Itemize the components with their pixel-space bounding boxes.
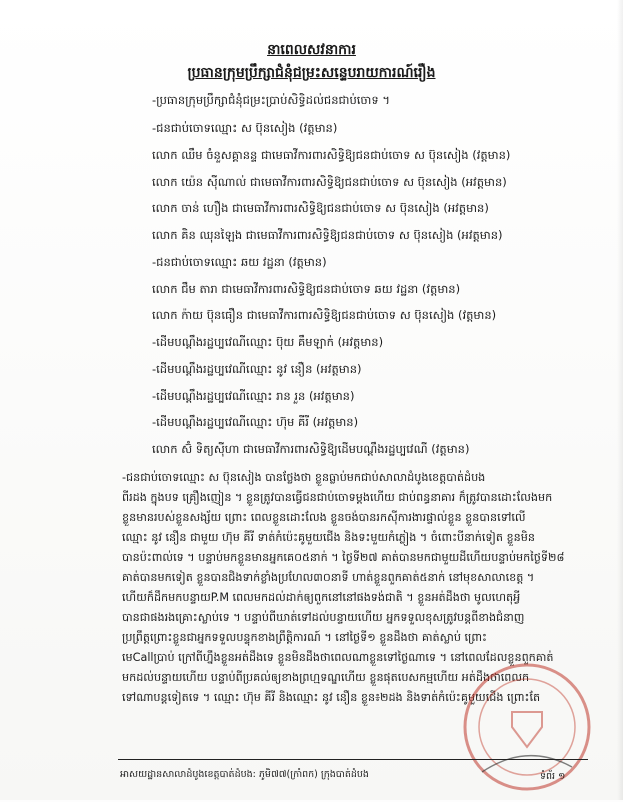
list-item: លោក ក៉ាយ ប៊ុនធឿន ជាមេធាវីការពារសិទ្ធិឱ្យជនជាប់ចោទ ស ប៊ុនសៀង (វត្តមាន) bbox=[152, 308, 497, 322]
statement-line: ទៅណាបន្តទៀតទេ ។ ឈ្មោះ ហ៊ុម គីរី និងឈ្មោះ នូវ នឿន ខ្លួន៖២ដង និងទាត់កំប៉េះគូមួយជើង ព្រោះតែ bbox=[122, 691, 541, 704]
list-item: -ដើមបណ្ដឹងរដ្ឋប្បវេណីឈ្មោះ នូវ នឿន (អវត្តមាន) bbox=[152, 362, 362, 376]
list-item: -ជនជាប់ចោទឈ្មោះ ឆយ វដ្ឋនា (វត្តមាន) bbox=[152, 255, 327, 269]
list-item: លោក ចាន់ ហឿង ជាមេធាវីការពារសិទ្ធិឱ្យជនជាប់ចោទ ស ប៊ុនសៀង (អវត្តមាន) bbox=[152, 201, 489, 215]
list-item: -ដើមបណ្ដឹងរដ្ឋប្បវេណីឈ្មោះ រាន រួន (អវត្តមាន) bbox=[152, 389, 355, 403]
seal-emblem bbox=[512, 712, 542, 747]
seal-inner-ring bbox=[479, 679, 575, 775]
list-item: លោក ឈឹម ចំនួសគ្គានន្ទ ជាមេធាវីការពារសិទ្ធិឱ្យជនជាប់ចោទ ស ប៊ុនសៀង (វត្តមាន) bbox=[152, 148, 511, 162]
footer-address: អាសយដ្ឋានសាលាដំបូងខេត្តបាត់ដំបង: ភូមិ៧៧(ក្រាំពក) ក្រុងបាត់ដំបង bbox=[120, 769, 369, 780]
list-item: លោក ស៊ំ ទិត្យស៊ីហា ជាមេធាវីការពារសិទ្ធិឱ្យដើមបណ្ដឹងរដ្ឋប្បវេណី (វត្តមាន) bbox=[152, 442, 470, 456]
document-subtitle: ប្រធានក្រុមប្រឹក្សាជំនុំជម្រះសន្ទេបរាយការណ៍រឿង bbox=[187, 65, 436, 81]
list-item: -ដើមបណ្ដឹងរដ្ឋប្បវេណីឈ្មោះ ហ៊ុម គីរី (អវត្តមាន) bbox=[152, 415, 359, 429]
statement-line: ប្រព្រឹត្តព្រោះខ្លួនជាអ្នកទទួលបន្ទុកខាងព្រឹត្តិការណ៍ ។ នៅថ្ងៃទី១ ខ្លួនដឹងថា គាត់ស្លាប់ ព្រោះ bbox=[122, 631, 487, 644]
document-title: នាពេលសវនាការ bbox=[267, 42, 356, 58]
statement-line: -ជនជាប់ចោទឈ្មោះ ស ប៊ុនសៀង បានថ្លែងថា ខ្លួនធ្លាប់មកជាប់សាលាដំបូងខេត្តបាត់ដំបង bbox=[122, 471, 486, 484]
list-item: -ជនជាប់ចោទឈ្មោះ ស ប៊ុនសៀង (វត្តមាន) bbox=[152, 121, 338, 135]
statement-line: មេCallប្រាប់ ក្រៅពីហ្នឹងខ្លួនអត់ដឹងទេ ខ្លួនមិនដឹងថាពេលណាខ្លួនទៅថ្ងៃណាទេ ។ នៅពេលដែលខ្លួនពួកគាត់ bbox=[122, 651, 554, 664]
statement-line: គាត់បានមកទៀត ខ្លួនបានជិងទាក់ខ្លាំងប្រហែល៣០នាទី ហាត់ខ្លួនពួកគាត់៥នាក់ នៅមុខសាលាខេត្ត ។ bbox=[122, 571, 535, 584]
statement-line: បានប៉ះពាល់ទេ ។ បន្ទាប់មកខ្លួនមានអ្នកគេ០៥នាក់ ។ ថ្ងៃទី២៧ គាត់បានមកជាមួយដីហើយបន្ទាប់មកថ្ងៃទី២៨ bbox=[122, 551, 565, 564]
list-item: -ដើមបណ្ដឹងរដ្ឋប្បវេណីឈ្មោះ ប៊ុយ គឹមឡាក់ (អវត្តមាន) bbox=[152, 335, 384, 349]
footer-divider bbox=[118, 759, 588, 760]
statement-line: មកដល់បន្ទាយហើយ បន្ទាប់ពីប្រគល់ឲ្យខាងព្រហ្មទណ្ឌហើយ ខ្លួនផុតបេសកម្មហើយ អត់ដឹងថាពេលក bbox=[122, 671, 530, 684]
statement-line: ខ្លួនមានរបស់ខ្លួនសង្ស័យ ព្រោះ ពេលខ្លួនដោះលែង ខ្លួនចង់បានរកស៊ីការងារផ្ទាល់ខ្លួន ខ្លួនបានទៅលើ bbox=[122, 511, 526, 524]
statement-line: ឈ្មោះ នូវ នឿន ជាមួយ ហ៊ុម គីរី ទាត់កំប៉េះគូមួយជើង និងទះមួយកំភ្លៀង ។ ចំពោះបីនាក់ទៀត ខ្លួនមិន bbox=[122, 531, 535, 544]
page-number: ទំព័រ ១ bbox=[540, 771, 566, 782]
statement-line: បានជាផងរងគ្រោះស្លាប់ទេ ។ បន្ទាប់ពីឃាត់ទៅដល់បន្ទាយហើយ អ្នកទទួលខុសត្រូវបន្តពីខាងជំនាញ bbox=[122, 611, 525, 624]
official-seal-stamp bbox=[452, 652, 602, 802]
page-shadow bbox=[617, 0, 623, 800]
list-item: លោក គិន ឈុនឡៃង ជាមេធាវីការពារសិទ្ធិឱ្យជនជាប់ចោទ ស ប៊ុនសៀង (អវត្តមាន) bbox=[152, 228, 503, 242]
list-item: -ប្រធានក្រុមប្រឹក្សាជំនុំជម្រះប្រាប់សិទ្ធិដល់ជនជាប់ចោទ ។ bbox=[152, 93, 390, 107]
statement-line: ហើយក៏ដឹកមកបន្ទាយP.M ពេលមកដល់ដាក់ឲ្យពួកនៅនៅផងទង់ជាតិ ។ ខ្លួនអត់ដឹងថា មូលហេតុអ្វី bbox=[122, 591, 521, 604]
list-item: លោក យ៉េន ស៊ីណាល់ ជាមេធាវីការពារសិទ្ធិឱ្យជនជាប់ចោទ ស ប៊ុនសៀង (អវត្តមាន) bbox=[152, 175, 507, 189]
statement-line: ពីរដង ក្នុងបទ គ្រឿងញៀន ។ ខ្លួនត្រូវបានធ្វើជនជាប់ចោទម្ដងហើយ ជាប់ពន្ធនាគារ ក៏ត្រូវបានដោះលែងមក bbox=[122, 491, 553, 504]
list-item: លោក ជឹម តារា ជាមេធាវីការពារសិទ្ធិឱ្យជនជាប់ចោទ ឆយ វដ្ឋនា (វត្តមាន) bbox=[152, 282, 461, 296]
